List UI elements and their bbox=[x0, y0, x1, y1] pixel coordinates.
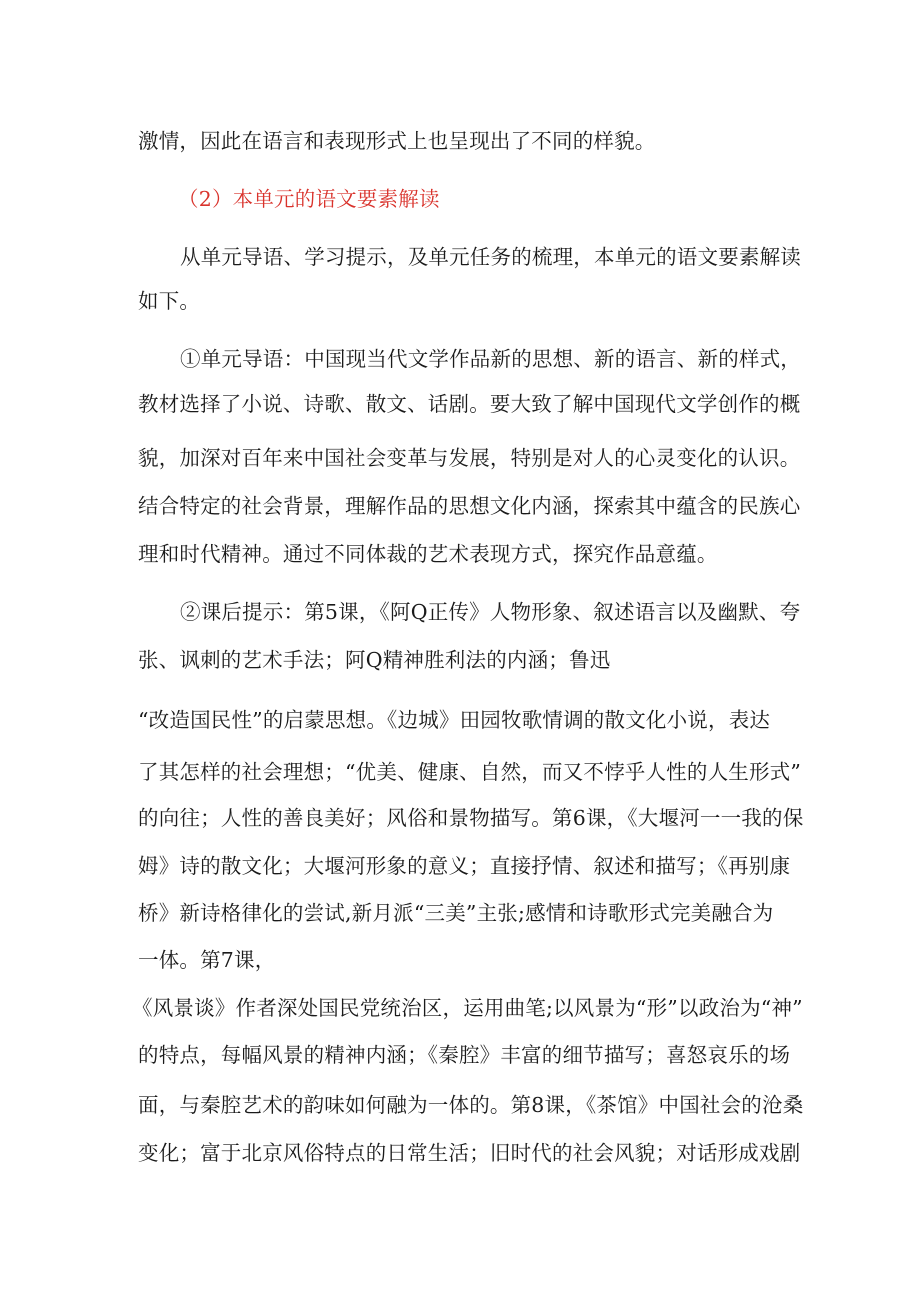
paragraph-line: 变化；富于北京风俗特点的日常生活；旧时代的社会风貌；对话形成戏剧 bbox=[138, 1141, 801, 1165]
paragraph-line: 的向往；人性的善良美好；风俗和景物描写。第6课，《大堰河一一我的保 bbox=[138, 806, 804, 830]
paragraph-line: 张、讽刺的艺术手法；阿Q精神胜利法的内涵；鲁迅 bbox=[138, 648, 611, 672]
paragraph-line: 面，与秦腔艺术的韵味如何融为一体的。第8课，《茶馆》中国社会的沧桑 bbox=[138, 1093, 804, 1117]
paragraph-line: “改造国民性”的启蒙思想。《边城》田园牧歌情调的散文化小说，表达 bbox=[138, 708, 771, 732]
section-heading: （2）本单元的语文要素解读 bbox=[178, 187, 440, 211]
paragraph-line: 了其怎样的社会理想；“优美、健康、自然，而又不悖乎人性的人生形式” bbox=[138, 760, 802, 784]
paragraph-line: 教材选择了小说、诗歌、散文、话剧。要大致了解中国现代文学创作的概 bbox=[138, 392, 801, 416]
paragraph-line: 激情，因此在语言和表现形式上也呈现出了不同的样貌。 bbox=[138, 129, 656, 153]
paragraph-line: ①单元导语：中国现当代文学作品新的思想、新的语言、新的样式， bbox=[180, 347, 801, 371]
paragraph-line: 《风景谈》作者深处国民党统治区，运用曲笔;以风景为“形”以政治为“神” bbox=[132, 996, 803, 1020]
paragraph-line: 理和时代精神。通过不同体裁的艺术表现方式，探究作品意蕴。 bbox=[138, 542, 718, 566]
paragraph-line: 一体。第7课， bbox=[138, 948, 276, 972]
paragraph-line: 姆》诗的散文化；大堰河形象的意义；直接抒情、叙述和描写；《再别康 bbox=[138, 854, 791, 878]
paragraph-line: 貌，加深对百年来中国社会变革与发展，特别是对人的心灵变化的认识。 bbox=[138, 446, 801, 470]
paragraph-line: 桥》新诗格律化的尝试,新月派“三美”主张;感情和诗歌形式完美融合为 bbox=[138, 901, 774, 925]
paragraph-line: 如下。 bbox=[138, 289, 201, 313]
paragraph-line: 结合特定的社会背景，理解作品的思想文化内涵，探索其中蕴含的民族心 bbox=[138, 494, 801, 518]
paragraph-line: ②课后提示：第5课，《阿Q正传》人物形象、叙述语言以及幽默、夸 bbox=[180, 600, 801, 624]
paragraph-line: 从单元导语、学习提示，及单元任务的梳理，本单元的语文要素解读 bbox=[180, 245, 801, 269]
paragraph-line: 的特点，每幅风景的精神内涵；《秦腔》丰富的细节描写；喜怒哀乐的场 bbox=[138, 1043, 791, 1067]
